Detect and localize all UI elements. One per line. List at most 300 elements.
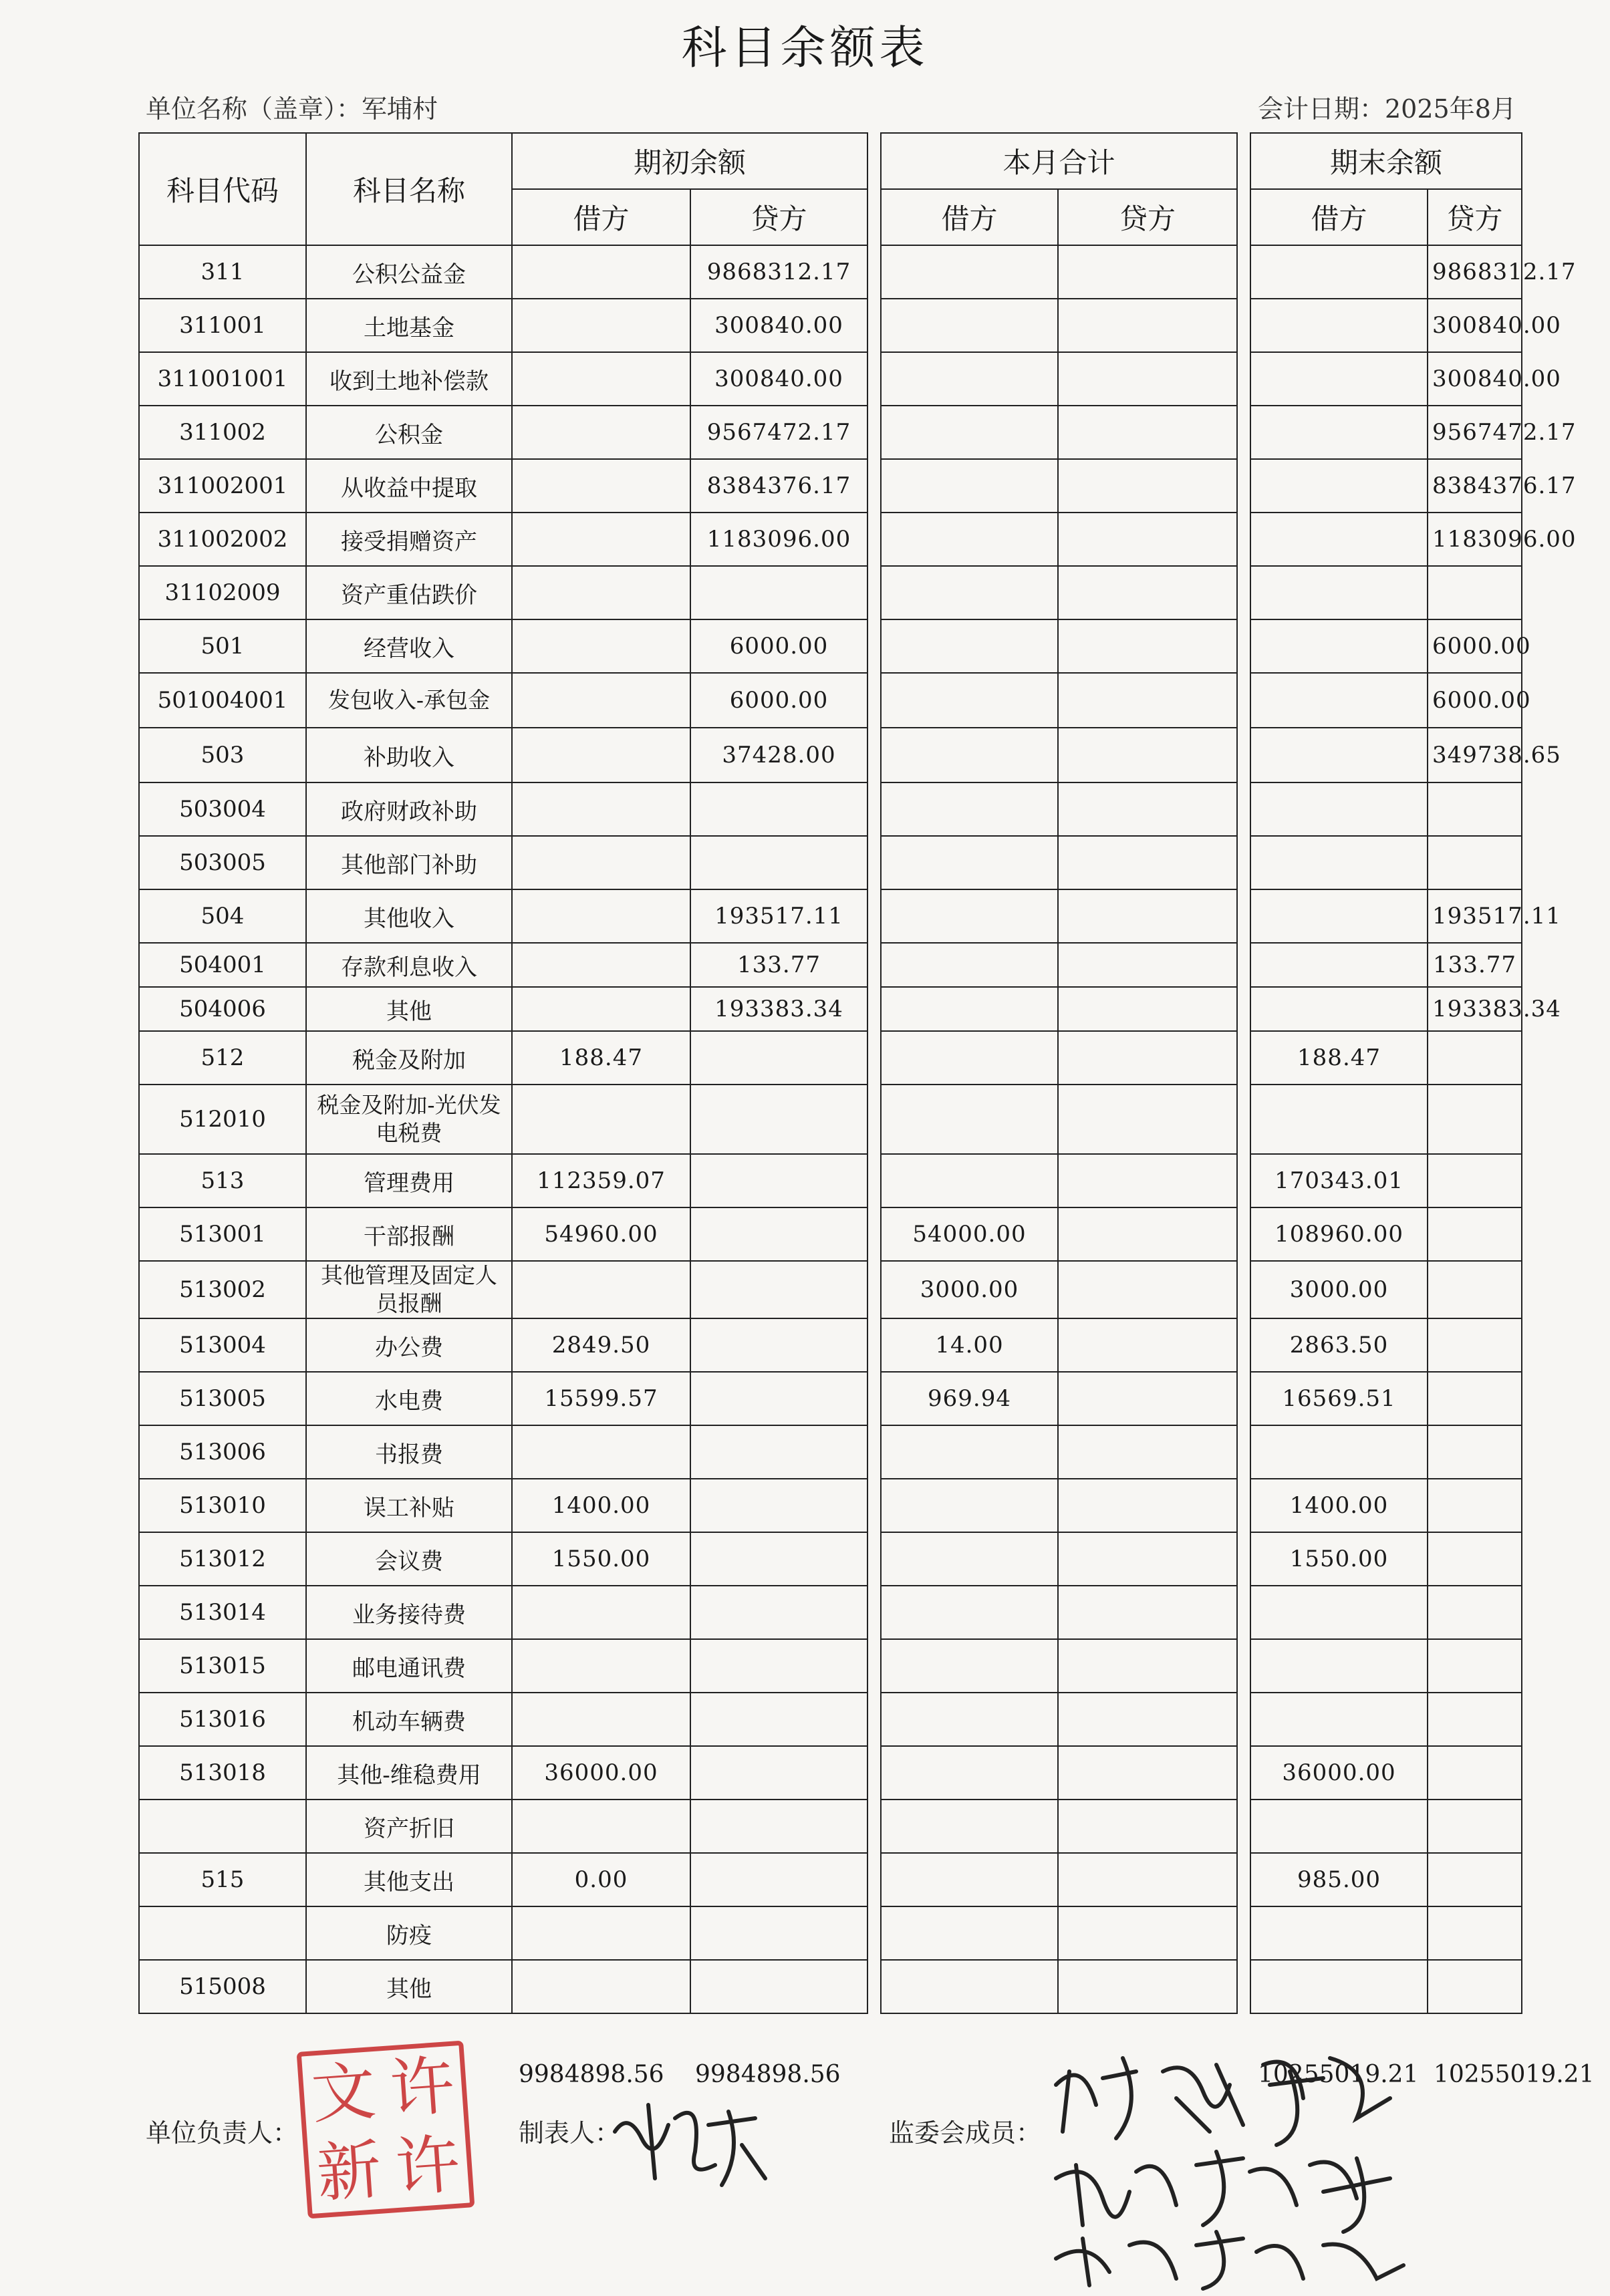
table-row (139, 513, 1522, 566)
table-row (139, 1425, 1522, 1479)
closing-debit: 1400.00 (1250, 1479, 1428, 1532)
row-code: 503004 (139, 782, 306, 836)
row-code: 311002002 (139, 513, 306, 566)
opening-credit: 6000.00 (690, 673, 867, 728)
closing-credit: 300840.00 (1428, 299, 1522, 352)
opening-debit (512, 245, 690, 299)
opening-debit (512, 1639, 690, 1693)
row-name: 税金及附加-光伏发电税费 (306, 1085, 512, 1154)
row-name: 业务接待费 (306, 1586, 512, 1639)
month-debit (881, 406, 1058, 459)
month-credit (1058, 987, 1237, 1031)
month-credit (1058, 1085, 1237, 1154)
opening-debit (512, 1800, 690, 1853)
closing-debit: 1550.00 (1250, 1532, 1428, 1586)
column-gap (1237, 245, 1250, 299)
closing-credit (1428, 1372, 1522, 1425)
table-row (139, 1031, 1522, 1085)
column-gap (1237, 1586, 1250, 1639)
table-body (139, 245, 1577, 2013)
closing-credit: 6000.00 (1428, 673, 1522, 728)
account-balance-table (138, 132, 1577, 2014)
opening-debit: 36000.00 (512, 1746, 690, 1800)
month-credit (1058, 1154, 1237, 1207)
opening-credit (690, 1906, 867, 1960)
row-code: 512010 (139, 1085, 306, 1154)
closing-credit (1428, 1207, 1522, 1261)
header-opening-debit: 借方 (512, 189, 690, 245)
maker-label: 制表人： (519, 2118, 621, 2148)
closing-credit (1428, 1639, 1522, 1693)
closing-debit (1250, 513, 1428, 566)
row-code: 513015 (139, 1639, 306, 1693)
closing-debit (1250, 299, 1428, 352)
closing-debit (1250, 459, 1428, 513)
closing-debit: 170343.01 (1250, 1154, 1428, 1207)
column-gap (867, 943, 881, 987)
row-name: 接受捐赠资产 (306, 513, 512, 566)
opening-credit (690, 1800, 867, 1853)
row-name: 从收益中提取 (306, 459, 512, 513)
table-row (139, 1085, 1522, 1154)
month-credit (1058, 1425, 1237, 1479)
table-row (139, 619, 1522, 673)
opening-credit: 8384376.17 (690, 459, 867, 513)
column-gap (1237, 1372, 1250, 1425)
column-gap (867, 836, 881, 889)
month-debit (881, 987, 1058, 1031)
row-code: 512 (139, 1031, 306, 1085)
committee-label: 监委会成员： (889, 2118, 1042, 2148)
header-month-credit: 贷方 (1058, 189, 1237, 245)
row-name: 其他-维稳费用 (306, 1746, 512, 1800)
seal-char: 许 (393, 2126, 462, 2206)
month-debit (881, 352, 1058, 406)
column-gap (1237, 987, 1250, 1031)
row-name: 办公费 (306, 1318, 512, 1372)
table-row (139, 1960, 1522, 2013)
row-name: 资产折旧 (306, 1800, 512, 1853)
table-row (139, 836, 1522, 889)
closing-credit (1428, 1425, 1522, 1479)
accounting-date: 会计日期：2025年8月 (1258, 94, 1516, 124)
closing-credit: 6000.00 (1428, 619, 1522, 673)
column-gap (1237, 1085, 1250, 1154)
month-credit (1058, 619, 1237, 673)
column-gap (867, 987, 881, 1031)
opening-credit (690, 1261, 867, 1318)
month-debit (881, 1425, 1058, 1479)
opening-debit (512, 352, 690, 406)
maker-signature (601, 2085, 775, 2198)
closing-credit (1428, 1800, 1522, 1853)
table-row (139, 299, 1522, 352)
row-name: 管理费用 (306, 1154, 512, 1207)
opening-credit (690, 566, 867, 619)
column-gap (867, 1261, 881, 1318)
closing-credit (1428, 836, 1522, 889)
closing-debit (1250, 836, 1428, 889)
opening-debit (512, 1693, 690, 1746)
closing-debit: 188.47 (1250, 1031, 1428, 1085)
column-gap (1237, 619, 1250, 673)
opening-debit (512, 987, 690, 1031)
total-opening-credit: 9984898.56 (695, 2061, 841, 2088)
opening-credit (690, 1031, 867, 1085)
opening-debit (512, 782, 690, 836)
closing-debit (1250, 1639, 1428, 1693)
column-gap (867, 1960, 881, 2013)
month-credit (1058, 1318, 1237, 1372)
closing-debit: 985.00 (1250, 1853, 1428, 1906)
month-debit (881, 1085, 1058, 1154)
column-gap (1237, 1207, 1250, 1261)
opening-credit: 6000.00 (690, 619, 867, 673)
column-gap (867, 889, 881, 943)
opening-debit: 0.00 (512, 1853, 690, 1906)
month-credit (1058, 836, 1237, 889)
opening-credit (690, 1693, 867, 1746)
row-name: 防疫 (306, 1906, 512, 1960)
month-credit (1058, 245, 1237, 299)
column-gap (1237, 1479, 1250, 1532)
row-name: 其他 (306, 987, 512, 1031)
month-debit (881, 673, 1058, 728)
table-row (139, 1479, 1522, 1532)
opening-credit: 300840.00 (690, 299, 867, 352)
column-gap (867, 1693, 881, 1746)
table-row (139, 987, 1522, 1031)
opening-debit: 1550.00 (512, 1532, 690, 1586)
closing-credit (1428, 1261, 1522, 1318)
row-name: 税金及附加 (306, 1031, 512, 1085)
row-name: 公积金 (306, 406, 512, 459)
row-code: 311001001 (139, 352, 306, 406)
row-code: 513 (139, 1154, 306, 1207)
row-name: 经营收入 (306, 619, 512, 673)
month-credit (1058, 1800, 1237, 1853)
month-credit (1058, 1853, 1237, 1906)
closing-credit: 193383.34 (1428, 987, 1522, 1031)
column-gap (867, 1425, 881, 1479)
month-credit (1058, 782, 1237, 836)
committee-signatures (1043, 2045, 1417, 2292)
column-gap (1237, 728, 1250, 782)
closing-credit (1428, 1085, 1522, 1154)
row-name: 资产重估跌价 (306, 566, 512, 619)
column-gap (867, 1318, 881, 1372)
row-name: 会议费 (306, 1532, 512, 1586)
header-code: 科目代码 (139, 133, 306, 245)
closing-debit (1250, 1800, 1428, 1853)
opening-debit (512, 836, 690, 889)
month-debit (881, 1586, 1058, 1639)
closing-credit: 133.77 (1428, 943, 1522, 987)
month-debit (881, 1906, 1058, 1960)
month-credit (1058, 1261, 1237, 1318)
row-name: 其他支出 (306, 1853, 512, 1906)
total-closing-debit: 10255019.21 (1258, 2061, 1419, 2088)
month-debit (881, 1479, 1058, 1532)
table-row (139, 889, 1522, 943)
opening-debit: 15599.57 (512, 1372, 690, 1425)
seal-char: 许 (387, 2047, 457, 2128)
row-name: 收到土地补偿款 (306, 352, 512, 406)
column-gap (1237, 299, 1250, 352)
row-name: 发包收入-承包金 (306, 673, 512, 728)
month-debit (881, 1853, 1058, 1906)
month-debit (881, 566, 1058, 619)
column-gap (1237, 1800, 1250, 1853)
opening-credit (690, 1154, 867, 1207)
closing-credit (1428, 1586, 1522, 1639)
table-row (139, 1207, 1522, 1261)
table-row (139, 245, 1522, 299)
opening-debit (512, 406, 690, 459)
month-debit (881, 299, 1058, 352)
opening-credit (690, 1318, 867, 1372)
closing-debit (1250, 1586, 1428, 1639)
closing-debit (1250, 1906, 1428, 1960)
column-gap (1237, 889, 1250, 943)
closing-debit: 108960.00 (1250, 1207, 1428, 1261)
header-closing: 期末余额 (1250, 133, 1522, 189)
column-gap (1237, 1853, 1250, 1906)
closing-debit: 3000.00 (1250, 1261, 1428, 1318)
column-gap (867, 673, 881, 728)
opening-debit (512, 1085, 690, 1154)
month-credit (1058, 889, 1237, 943)
table-row (139, 1532, 1522, 1586)
header-name: 科目名称 (306, 133, 512, 245)
row-code (139, 1906, 306, 1960)
month-credit (1058, 1031, 1237, 1085)
month-debit (881, 513, 1058, 566)
column-gap (867, 459, 881, 513)
table-row (139, 728, 1522, 782)
month-credit (1058, 1746, 1237, 1800)
row-code: 504006 (139, 987, 306, 1031)
closing-credit (1428, 1906, 1522, 1960)
month-debit (881, 1960, 1058, 2013)
table-row (139, 1639, 1522, 1693)
month-debit (881, 1031, 1058, 1085)
opening-debit (512, 459, 690, 513)
table-row (139, 1746, 1522, 1800)
closing-credit (1428, 1318, 1522, 1372)
month-credit (1058, 513, 1237, 566)
header-row-1 (139, 133, 1522, 189)
row-code: 513006 (139, 1425, 306, 1479)
row-name: 书报费 (306, 1425, 512, 1479)
opening-debit (512, 673, 690, 728)
month-debit (881, 1639, 1058, 1693)
closing-credit (1428, 1693, 1522, 1746)
month-credit (1058, 943, 1237, 987)
month-credit (1058, 299, 1237, 352)
closing-debit (1250, 728, 1428, 782)
column-gap (1237, 1532, 1250, 1586)
opening-debit (512, 889, 690, 943)
opening-debit: 2849.50 (512, 1318, 690, 1372)
column-gap (1237, 836, 1250, 889)
opening-credit (690, 836, 867, 889)
closing-credit (1428, 1853, 1522, 1906)
table-row (139, 459, 1522, 513)
row-code: 311 (139, 245, 306, 299)
row-code: 513002 (139, 1261, 306, 1318)
month-debit (881, 459, 1058, 513)
column-gap (867, 133, 881, 245)
row-name: 干部报酬 (306, 1207, 512, 1261)
column-gap (1237, 566, 1250, 619)
row-name: 土地基金 (306, 299, 512, 352)
header-opening-credit: 贷方 (690, 189, 867, 245)
column-gap (867, 1800, 881, 1853)
column-gap (867, 1906, 881, 1960)
table-row (139, 782, 1522, 836)
column-gap (1237, 133, 1250, 245)
column-gap (867, 513, 881, 566)
opening-debit (512, 728, 690, 782)
opening-credit: 193517.11 (690, 889, 867, 943)
opening-credit: 9868312.17 (690, 245, 867, 299)
row-code: 501004001 (139, 673, 306, 728)
column-gap (867, 1479, 881, 1532)
row-code: 513001 (139, 1207, 306, 1261)
column-gap (867, 1372, 881, 1425)
header-month-debit: 借方 (881, 189, 1058, 245)
column-gap (867, 1746, 881, 1800)
closing-credit (1428, 566, 1522, 619)
month-debit (881, 943, 1058, 987)
month-credit (1058, 1639, 1237, 1693)
closing-debit (1250, 673, 1428, 728)
row-code: 515 (139, 1853, 306, 1906)
column-gap (1237, 1425, 1250, 1479)
column-gap (867, 1154, 881, 1207)
opening-credit (690, 1425, 867, 1479)
row-name: 其他 (306, 1960, 512, 2013)
header-opening: 期初余额 (512, 133, 867, 189)
table-row (139, 1586, 1522, 1639)
row-name: 其他部门补助 (306, 836, 512, 889)
row-name: 误工补贴 (306, 1479, 512, 1532)
row-code: 513014 (139, 1586, 306, 1639)
column-gap (1237, 513, 1250, 566)
opening-credit: 1183096.00 (690, 513, 867, 566)
table-row (139, 1853, 1522, 1906)
row-name: 其他管理及固定人员报酬 (306, 1261, 512, 1318)
opening-credit (690, 782, 867, 836)
closing-debit: 36000.00 (1250, 1746, 1428, 1800)
seal-char: 新 (314, 2132, 384, 2212)
month-debit (881, 1154, 1058, 1207)
row-code: 311001 (139, 299, 306, 352)
column-gap (1237, 782, 1250, 836)
opening-credit: 37428.00 (690, 728, 867, 782)
closing-debit (1250, 1960, 1428, 2013)
row-code: 513004 (139, 1318, 306, 1372)
row-code: 513016 (139, 1693, 306, 1746)
column-gap (1237, 943, 1250, 987)
month-credit (1058, 1532, 1237, 1586)
month-debit (881, 245, 1058, 299)
table-row (139, 566, 1522, 619)
header-month: 本月合计 (881, 133, 1237, 189)
row-code: 311002001 (139, 459, 306, 513)
opening-credit (690, 1853, 867, 1906)
month-debit: 54000.00 (881, 1207, 1058, 1261)
row-code: 311002 (139, 406, 306, 459)
row-code: 504 (139, 889, 306, 943)
closing-credit: 1183096.00 (1428, 513, 1522, 566)
row-code: 503005 (139, 836, 306, 889)
table-row (139, 1318, 1522, 1372)
row-name: 政府财政补助 (306, 782, 512, 836)
month-credit (1058, 1586, 1237, 1639)
month-debit (881, 889, 1058, 943)
row-name: 公积公益金 (306, 245, 512, 299)
closing-debit (1250, 245, 1428, 299)
closing-credit (1428, 1154, 1522, 1207)
closing-credit (1428, 1031, 1522, 1085)
month-credit (1058, 566, 1237, 619)
column-gap (1237, 406, 1250, 459)
row-name: 水电费 (306, 1372, 512, 1425)
opening-debit: 1400.00 (512, 1479, 690, 1532)
table-row (139, 1372, 1522, 1425)
month-credit (1058, 1479, 1237, 1532)
opening-debit (512, 566, 690, 619)
column-gap (1237, 352, 1250, 406)
column-gap (1237, 1154, 1250, 1207)
column-gap (1237, 1031, 1250, 1085)
opening-credit (690, 1207, 867, 1261)
closing-debit: 16569.51 (1250, 1372, 1428, 1425)
row-code: 513018 (139, 1746, 306, 1800)
closing-credit: 300840.00 (1428, 352, 1522, 406)
column-gap (867, 1639, 881, 1693)
month-debit (881, 728, 1058, 782)
column-gap (867, 728, 881, 782)
unit-name: 单位名称（盖章）：军埔村 (146, 94, 438, 124)
row-name: 邮电通讯费 (306, 1639, 512, 1693)
total-closing-credit: 10255019.21 (1434, 2061, 1595, 2088)
closing-debit (1250, 566, 1428, 619)
row-name: 机动车辆费 (306, 1693, 512, 1746)
column-gap (867, 406, 881, 459)
column-gap (867, 1532, 881, 1586)
opening-debit (512, 1960, 690, 2013)
closing-debit (1250, 782, 1428, 836)
column-gap (867, 1586, 881, 1639)
column-gap (1237, 1261, 1250, 1318)
table-row (139, 352, 1522, 406)
table-row (139, 1693, 1522, 1746)
row-code: 31102009 (139, 566, 306, 619)
month-debit (881, 836, 1058, 889)
month-credit (1058, 1372, 1237, 1425)
closing-credit: 8384376.17 (1428, 459, 1522, 513)
table-row (139, 1800, 1522, 1853)
month-credit (1058, 352, 1237, 406)
opening-credit (690, 1746, 867, 1800)
column-gap (867, 1207, 881, 1261)
month-debit (881, 619, 1058, 673)
opening-credit (690, 1960, 867, 2013)
column-gap (1237, 1746, 1250, 1800)
